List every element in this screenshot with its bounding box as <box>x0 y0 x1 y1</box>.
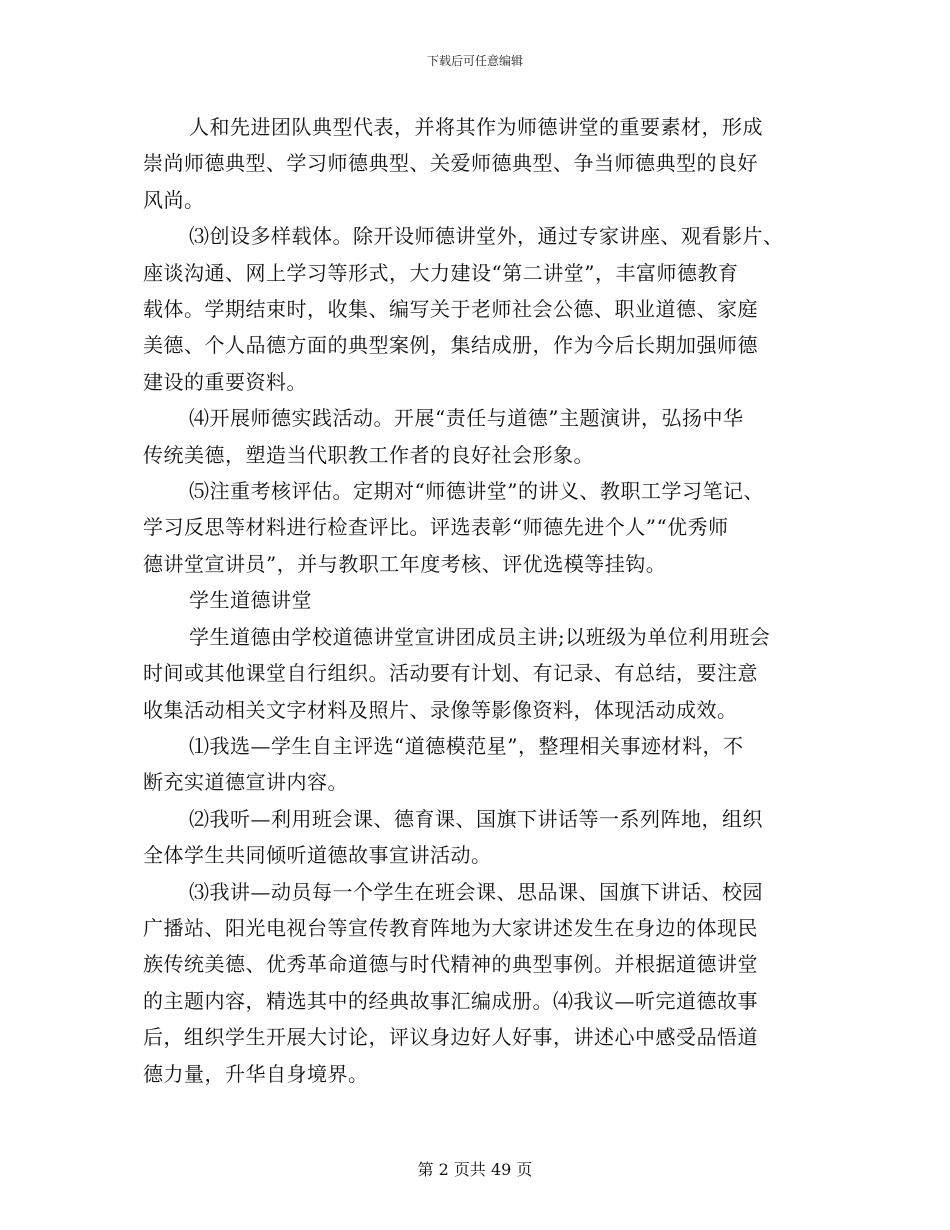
paragraph-i-listen <box>143 801 813 874</box>
text-line: ⑸注重考核评估。定期对“师德讲堂”的讲义、教职工学习笔记、 <box>189 479 764 504</box>
text-line: 时间或其他课堂自行组织。活动要有计划、有记录、有总结，要注意 <box>143 661 758 686</box>
text-line: 的主题内容，精选其中的经典故事汇编成册。⑷我议—听完道德故事 <box>143 988 758 1013</box>
text-line: 学生道德由学校道德讲堂宣讲团成员主讲;以班级为单位利用班会 <box>189 624 771 649</box>
text-line: ⑴我选—学生自主评选“道德模范星”，整理相关事迹材料，不 <box>189 733 744 758</box>
text-line: 德讲堂宣讲员”，并与教职工年度考核、评优选模等挂钩。 <box>143 551 667 576</box>
text-line: 德力量，升华自身境界。 <box>143 1061 369 1086</box>
text-line: ⑵我听—利用班会课、德育课、国旗下讲话等一系列阵地，组织 <box>189 806 763 831</box>
section-heading: 学生道德讲堂 <box>189 588 312 613</box>
text-line: ⑶我讲—动员每一个学生在班会课、思品课、国旗下讲话、校园 <box>189 879 763 904</box>
paragraph-assessment <box>143 473 813 582</box>
text-line: 风尚。 <box>143 187 205 212</box>
section-heading-student-ethics <box>143 582 813 618</box>
page-number: 第 2 页共 49 页 <box>417 1160 533 1179</box>
paragraph-student-ethics-intro <box>143 619 813 728</box>
text-line: 族传统美德、优秀革命道德与时代精神的典型事例。并根据道德讲堂 <box>143 952 758 977</box>
text-line: ⑷开展师德实践活动。开展“责任与道德”主题演讲，弘扬中华 <box>189 406 744 431</box>
text-line: 断充实道德宣讲内容。 <box>143 770 348 795</box>
text-line: 后，组织学生开展大讨论，评议身边好人好事，讲述心中感受品悟道 <box>143 1025 758 1050</box>
text-line: 载体。学期结束时，收集、编写关于老师社会公德、职业道德、家庭 <box>143 297 758 322</box>
text-line: 学习反思等材料进行检查评比。评选表彰“师德先进个人”“优秀师 <box>143 515 729 540</box>
text-line: 广播站、阳光电视台等宣传教育阵地为大家讲述发生在身边的体现民 <box>143 915 758 940</box>
paragraph-i-speak <box>143 874 813 1092</box>
text-line: 崇尚师德典型、学习师德典型、关爱师德典型、争当师德典型的良好 <box>143 151 758 176</box>
text-line: 传统美德，塑造当代职教工作者的良好社会形象。 <box>143 442 594 467</box>
text-line: 座谈沟通、网上学习等形式，大力建设“第二讲堂”，丰富师德教育 <box>143 260 739 285</box>
text-line: 收集活动相关文字材料及照片、录像等影像资料，体现活动成效。 <box>143 697 738 722</box>
paragraph-carrier-creation <box>143 218 813 400</box>
text-line: 全体学生共同倾听道德故事宣讲活动。 <box>143 843 492 868</box>
paragraph-practice-activities <box>143 400 813 473</box>
page-header: 下载后可任意编辑 <box>426 54 523 68</box>
text-line: 美德、个人品德方面的典型案例，集结成册，作为今后长期加强师德 <box>143 333 758 358</box>
text-line: ⑶创设多样载体。除开设师德讲堂外，通过专家讲座、观看影片、 <box>189 224 784 249</box>
document-body <box>143 109 813 1092</box>
text-line: 建设的重要资料。 <box>143 369 307 394</box>
paragraph-i-select <box>143 728 813 801</box>
text-line: 人和先进团队典型代表，并将其作为师德讲堂的重要素材，形成 <box>189 115 763 139</box>
paragraph-continuation <box>143 109 813 218</box>
